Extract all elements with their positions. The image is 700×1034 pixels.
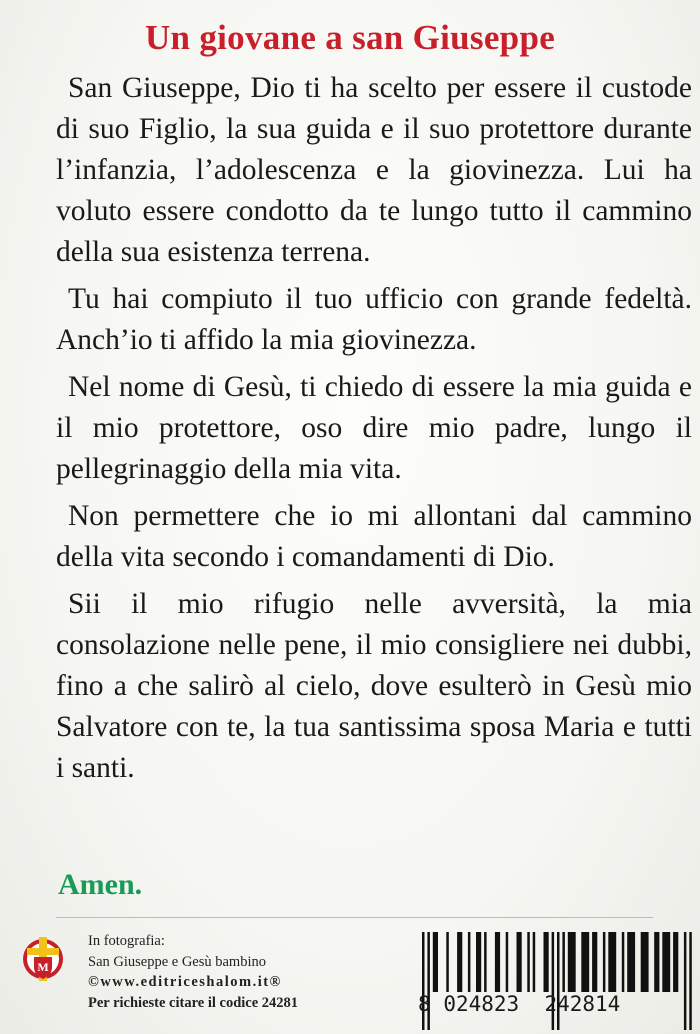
prayer-paragraph-5: Sii il mio rifugio nelle avversità, la mia consolazione nelle pene, il mio consigliere nei dubbi, fino a che salirò al cielo, dove esulterò in Gesù mio Salvatore con te, la tua santissima sposa Maria e tutti i santi. [56, 588, 692, 784]
photo-label: In fotografia: [88, 933, 165, 949]
photo-subject: San Giuseppe e Gesù bambino [88, 953, 266, 970]
prayer-paragraph-4: Non permettere che io mi allontani dal cammino della vita secondo i comandamenti di Dio. [56, 500, 692, 573]
barcode-bar-26 [662, 932, 670, 992]
footer-divider [56, 917, 653, 918]
barcode-bar-18 [581, 932, 589, 992]
barcode-bar-13 [544, 932, 549, 992]
barcode-first-digit: 8 [418, 992, 431, 1016]
barcode-bar-6 [476, 932, 481, 992]
photo-credits [88, 931, 328, 1013]
code-request: Per richieste citare il codice 24281 [88, 994, 299, 1011]
barcode-bar-4 [457, 932, 462, 992]
barcode-right-group: 242814 [544, 992, 621, 1016]
barcode-bar-12 [533, 932, 536, 992]
svg-text:M: M [37, 960, 49, 974]
barcode-bar-20 [603, 932, 606, 992]
barcode-bar-9 [506, 932, 509, 992]
publisher-website: ©www.editriceshalom.it® [88, 974, 282, 990]
prayer-paragraph-3: Nel nome di Gesù, ti chiedo di essere la mia guida e il mio protettore, oso dire mio padre, lungo il pellegrinaggio della mia vita. [56, 371, 692, 485]
barcode-bar-8 [495, 932, 500, 992]
barcode-bar-27 [673, 932, 678, 992]
barcode-bar-22 [622, 932, 625, 992]
barcode-digits [418, 992, 700, 1016]
barcode-left-group: 024823 [443, 992, 520, 1016]
barcode-bar-17 [568, 932, 576, 992]
prayer-text [56, 68, 692, 795]
barcode-bar-24 [641, 932, 649, 992]
barcode-bar-10 [517, 932, 522, 992]
barcode-bar-19 [592, 932, 597, 992]
barcode-bar-7 [484, 932, 487, 992]
ean13-barcode [410, 930, 700, 1032]
barcode-bar-5 [468, 932, 471, 992]
page-title: Un giovane a san Giuseppe [144, 18, 556, 57]
barcode-bar-3 [446, 932, 449, 992]
barcode-bar-2 [433, 932, 438, 992]
barcode-bar-11 [527, 932, 530, 992]
barcode-bar-25 [654, 932, 659, 992]
prayer-paragraph-1: San Giuseppe, Dio ti ha scelto per essere il custode di suo Figlio, la sua guida e il suo protettore durante l’infanzia, l’adolescenza e la giovinezza. Lui ha voluto essere condotto da te lungo tutto il cammino della sua esistenza terrena. [56, 72, 692, 268]
barcode-bar-21 [608, 932, 616, 992]
prayer-paragraph-2: Tu hai compiuto il tuo ufficio con grande fedeltà. Anch’io ti affido la mia giovinezza. [56, 283, 692, 356]
amen: Amen. [58, 868, 143, 901]
barcode-bar-16 [562, 932, 565, 992]
barcode-bar-23 [627, 932, 635, 992]
cross-shield-logo-icon [22, 933, 64, 985]
